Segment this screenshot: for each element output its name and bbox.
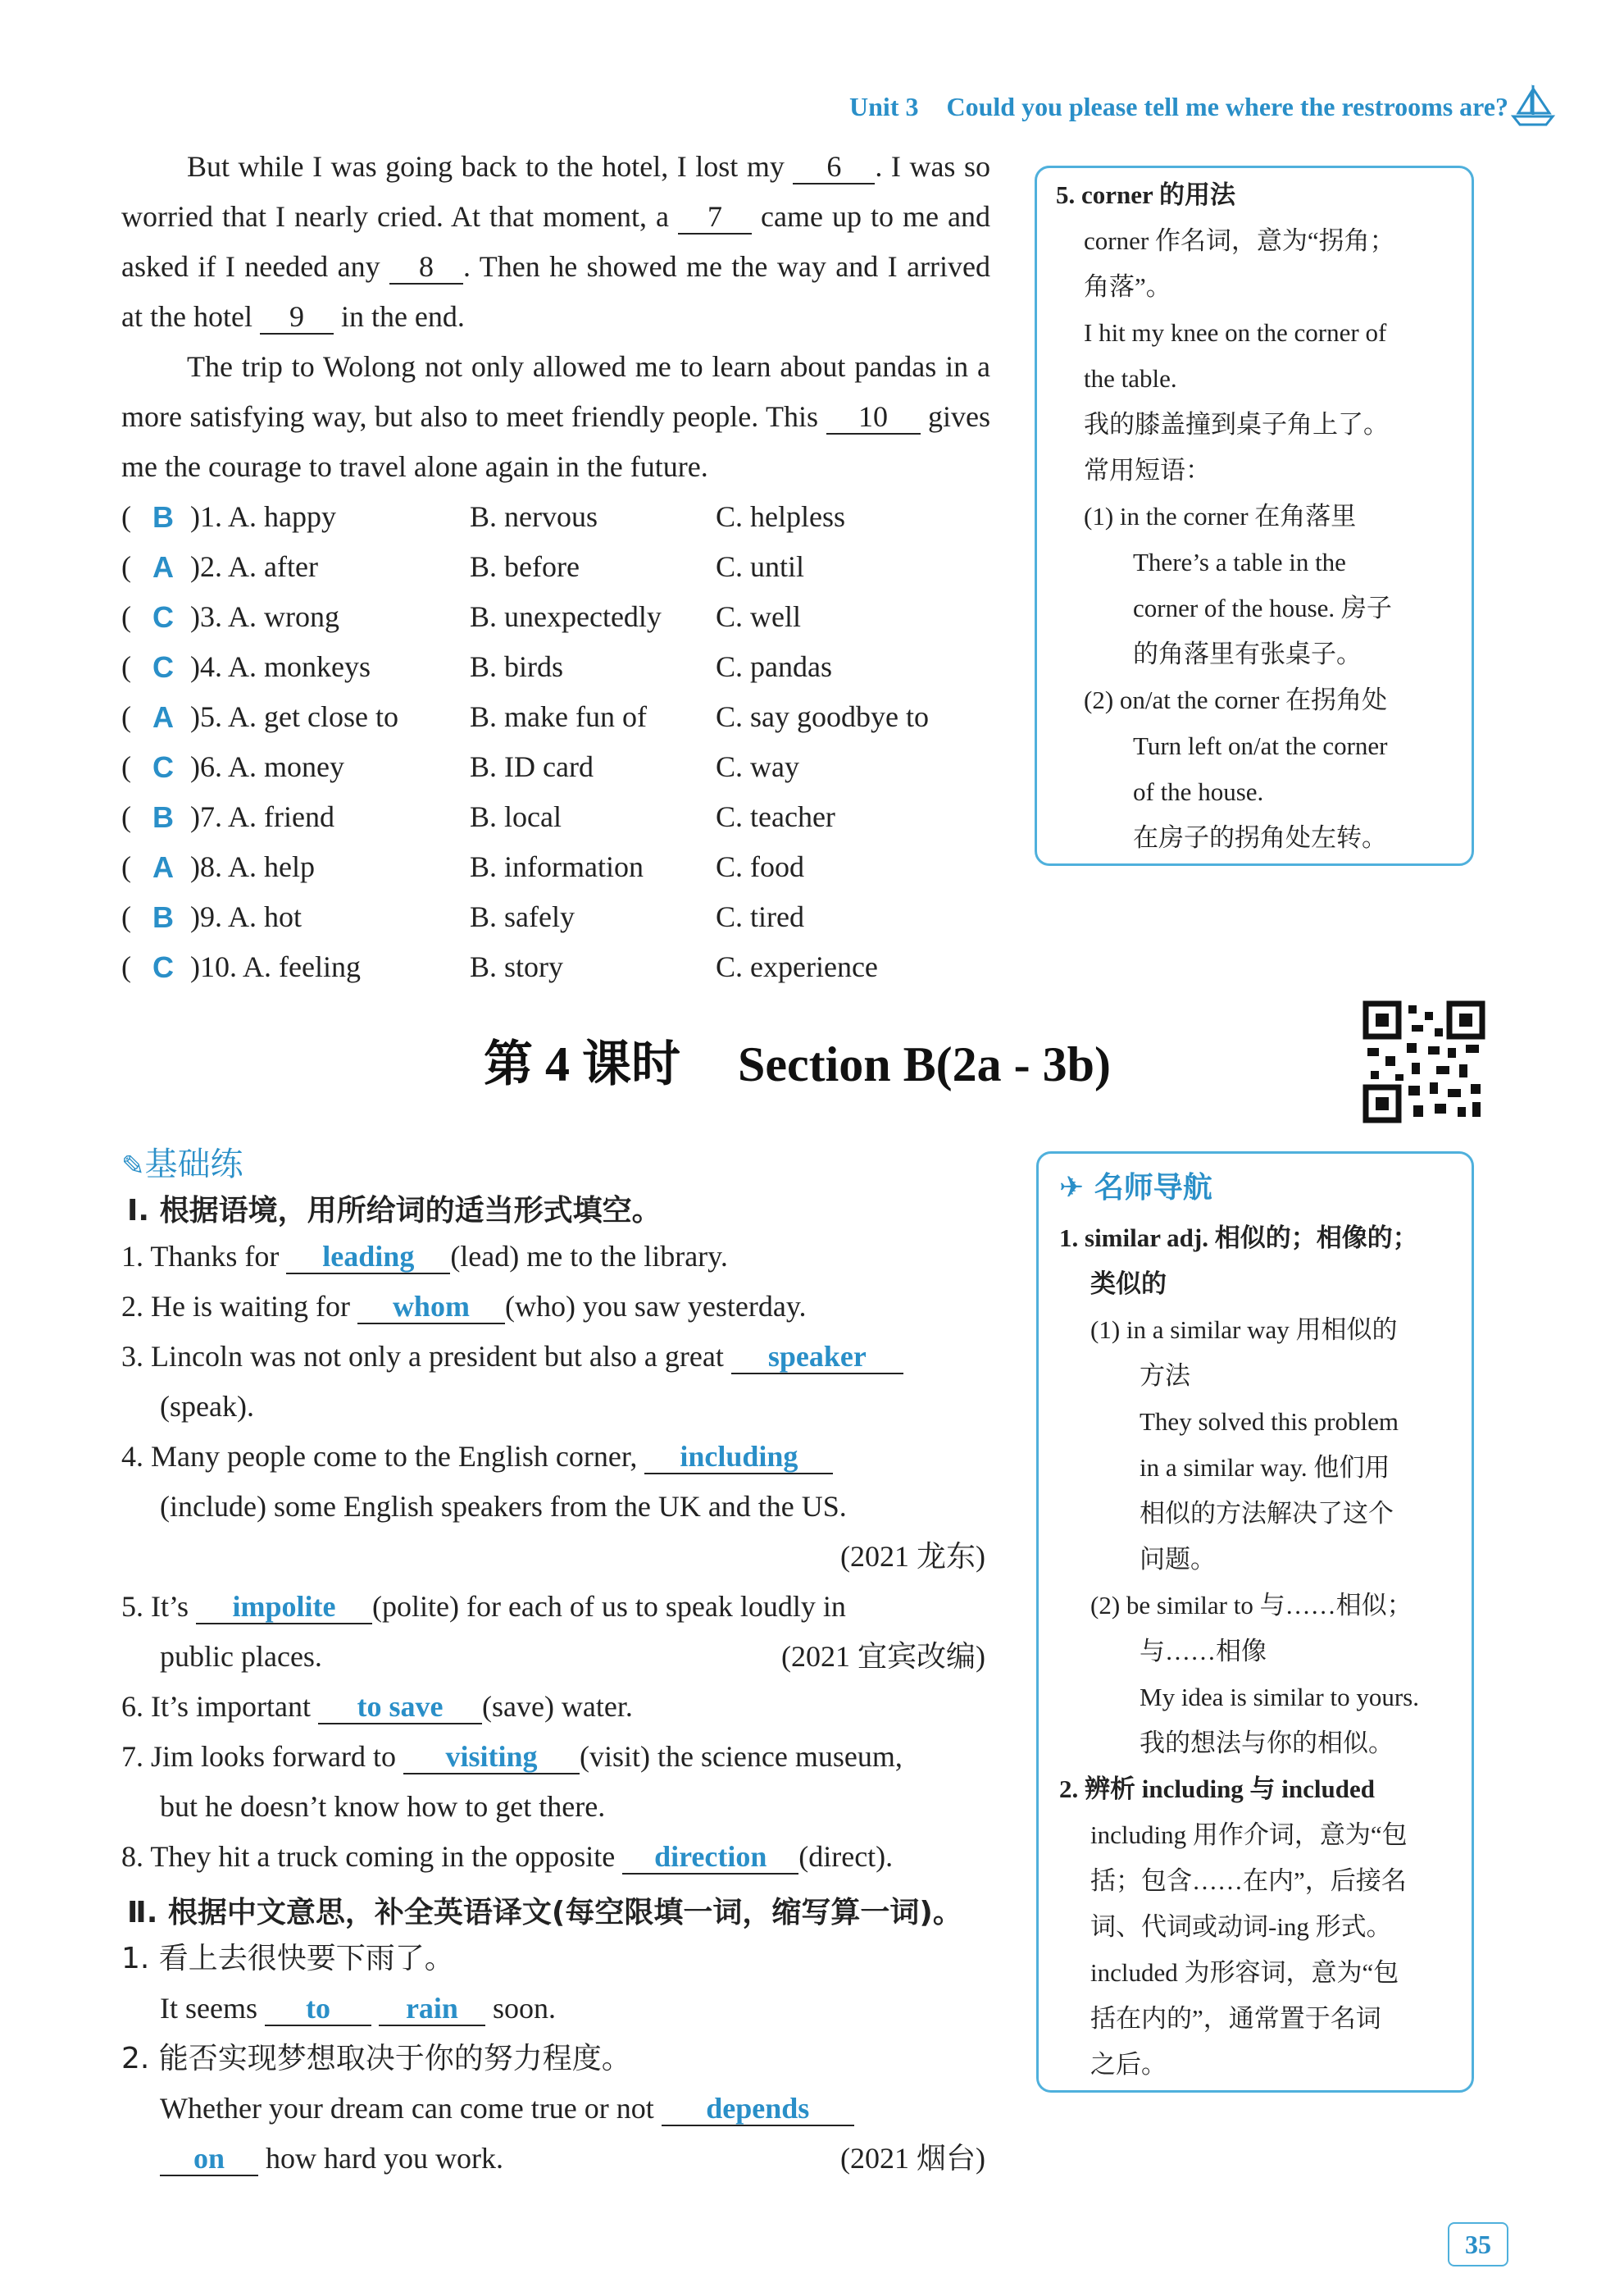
sailboat-icon xyxy=(1508,82,1558,130)
note-line: 词、代词或动词-ing 形式。 xyxy=(1090,1912,1392,1941)
note-line: (1) in a similar way 用相似的 xyxy=(1090,1315,1398,1344)
note-line: (2) on/at the corner 在拐角处 xyxy=(1084,686,1388,714)
fill-item-2: 2. He is waiting for whom (who) you saw yesterday. xyxy=(121,1290,807,1323)
note-line: There’s a table in the xyxy=(1133,548,1346,576)
source-note: (2021 宜宾改编) xyxy=(781,1640,985,1673)
passage-paragraph-1: But while I was going back to the hotel, I lost my 6 . I was so worried that I nearly cried. At that moment, a 7 came up to me and asked if I needed any 8 . Then he showed me the way and I arrived at the hotel 9 in the end. xyxy=(121,150,991,333)
option-answer: C xyxy=(152,600,174,634)
translate-item-2-cn: 2. 能否实现梦想取决于你的努力程度。 xyxy=(121,2042,631,2075)
fill-item-4-cont: (include) some English speakers from the UK and the US. xyxy=(160,1490,847,1523)
note-line: of the house. xyxy=(1133,777,1264,806)
note-line: 方法 xyxy=(1140,1361,1190,1390)
source-note: (2021 烟台) xyxy=(840,2142,985,2175)
note-line: 括；包含……在内”，后接名 xyxy=(1090,1866,1407,1895)
blank-7: 7 xyxy=(678,200,752,235)
note-line: (2) be similar to 与……相似； xyxy=(1090,1591,1413,1620)
note-line: corner 作名词，意为“拐角； xyxy=(1084,226,1395,255)
note-line: in a similar way. 他们用 xyxy=(1140,1453,1390,1482)
note-line: My idea is similar to yours. xyxy=(1140,1683,1419,1711)
option-answer: A xyxy=(152,850,174,884)
note-line: I hit my knee on the corner of xyxy=(1084,318,1387,347)
practice-label: ✎基础练 xyxy=(121,1146,243,1183)
translate-item-1-en: It seems to rain soon. xyxy=(160,1992,556,2025)
note-line: included 为形容词，意为“包 xyxy=(1090,1958,1399,1987)
note-line: corner of the house. 房子 xyxy=(1133,594,1392,622)
option-answer: C xyxy=(152,750,174,784)
note-line: 2. 辨析 including 与 included xyxy=(1059,1774,1376,1803)
pencil-icon: ✎ xyxy=(121,1150,145,1182)
option-answer: A xyxy=(152,550,174,584)
blank-8: 8 xyxy=(389,250,463,285)
note-line: 的角落里有张桌子。 xyxy=(1133,640,1362,668)
translate-item-1-cn: 1. 看上去很快要下雨了。 xyxy=(121,1942,454,1975)
note-line: Turn left on/at the corner xyxy=(1133,731,1388,760)
part1-heading: Ⅰ. 根据语境，用所给词的适当形式填空。 xyxy=(127,1194,662,1228)
note-line: 我的想法与你的相似。 xyxy=(1140,1729,1394,1757)
running-header xyxy=(849,92,1508,122)
note-line: 角落”。 xyxy=(1084,272,1171,301)
fill-item-7: 7. Jim looks forward to visiting (visit) the science museum, xyxy=(121,1740,903,1773)
note-line: 在房子的拐角处左转。 xyxy=(1133,823,1387,852)
note-line: the table. xyxy=(1084,364,1177,393)
option-answer: B xyxy=(152,900,174,934)
note-line: 括在内的”，通常置于名词 xyxy=(1090,2004,1381,2033)
blank-9: 9 xyxy=(260,300,334,335)
translate-item-2-en-cont: on how hard you work. xyxy=(160,2134,503,2184)
note-line: 常用短语： xyxy=(1084,456,1211,485)
note-line: (1) in the corner 在角落里 xyxy=(1084,502,1357,531)
fill-item-3-cont: (speak). xyxy=(160,1390,254,1423)
note-line: They solved this problem xyxy=(1140,1407,1399,1436)
airplane-icon: ✈ xyxy=(1059,1171,1085,1205)
source-note: (2021 龙东) xyxy=(840,1540,985,1573)
note-line: 5. corner 的用法 xyxy=(1056,180,1235,209)
fill-item-4: 4. Many people come to the English corner, including xyxy=(121,1432,833,1482)
note-line: 问题。 xyxy=(1140,1545,1216,1574)
note-line: 与……相像 xyxy=(1140,1637,1267,1665)
translate-item-2-en: Whether your dream can come true or not depends xyxy=(160,2084,854,2134)
note-line: 类似的 xyxy=(1090,1269,1167,1298)
note-line: 相似的方法解决了这个 xyxy=(1140,1499,1394,1528)
section-title: 第 4 课时 Section B(2a - 3b) xyxy=(484,1037,1111,1091)
option-answer: C xyxy=(152,950,174,984)
fill-item-5: 5. It’s impolite (polite) for each of us to speak loudly in xyxy=(121,1590,846,1623)
page-number: 35 xyxy=(1448,2222,1508,2266)
option-answer: A xyxy=(152,700,174,734)
header-unit: Unit 3 xyxy=(849,92,919,121)
option-answer: C xyxy=(152,650,174,684)
part2-heading: Ⅱ. 根据中文意思，补全英语译文(每空限填一词，缩写算一词)。 xyxy=(127,1896,962,1929)
fill-item-7-cont: but he doesn’t know how to get there. xyxy=(160,1790,606,1823)
option-answer: B xyxy=(152,800,174,834)
blank-10: 10 xyxy=(826,400,921,435)
fill-item-5-cont: public places. xyxy=(160,1640,322,1673)
fill-item-8: 8. They hit a truck coming in the opposite direction (direct). xyxy=(121,1840,894,1873)
teacher-guide-title: ✈ 名师导航 xyxy=(1059,1171,1212,1205)
qr-code-icon xyxy=(1363,1000,1485,1123)
note-line: 我的膝盖撞到桌子角上了。 xyxy=(1084,410,1389,439)
fill-item-1: 1. Thanks for leading (lead) me to the library. xyxy=(121,1240,728,1273)
note-line: including 用作介词，意为“包 xyxy=(1090,1820,1408,1849)
note-line: 之后。 xyxy=(1090,2050,1167,2079)
blank-6: 6 xyxy=(793,150,875,184)
fill-item-3: 3. Lincoln was not only a president but also a great speaker xyxy=(121,1332,903,1382)
note-line: 1. similar adj. 相似的；相像的； xyxy=(1059,1223,1418,1252)
passage-paragraph-2: The trip to Wolong not only allowed me to learn about pandas in a more satisfying way, but also to meet friendly people. This 10 gives me the courage to travel alone again in the future. xyxy=(121,350,991,483)
fill-item-6: 6. It’s important to save (save) water. xyxy=(121,1690,633,1723)
header-title: Could you please tell me where the restrooms are? xyxy=(946,92,1508,121)
option-answer: B xyxy=(152,500,174,534)
